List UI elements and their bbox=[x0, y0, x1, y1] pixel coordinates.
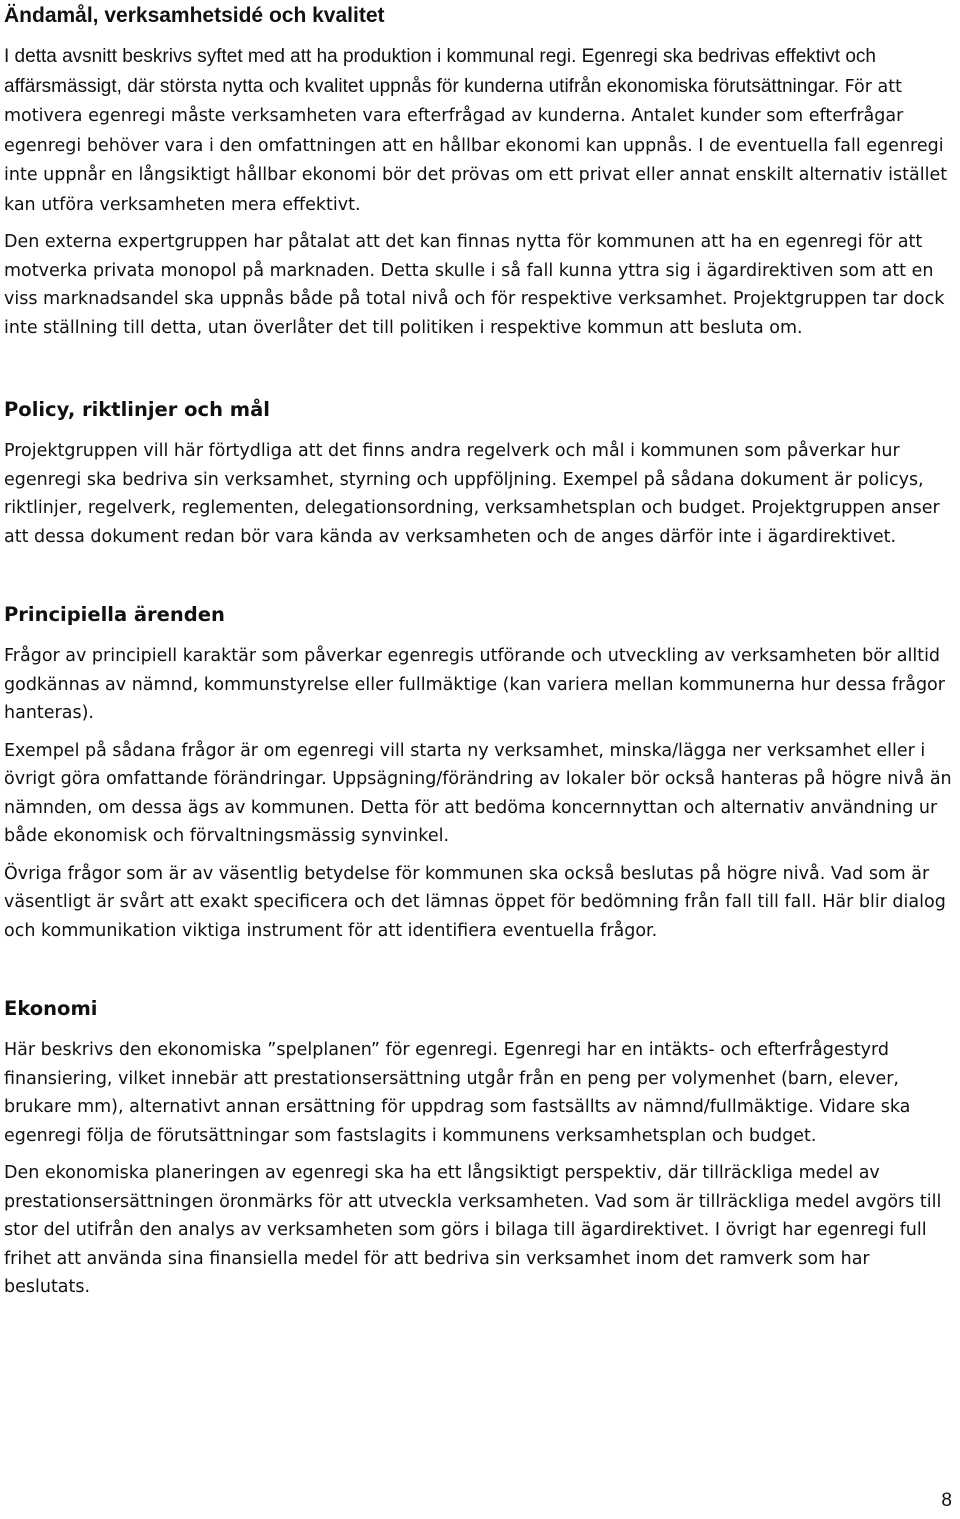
paragraph-andamal-intro bbox=[4, 42, 956, 219]
section-heading-principiella: Principiella ärenden bbox=[4, 603, 225, 626]
section-heading-andamal: Ändamål, verksamhetsidé och kvalitet bbox=[4, 4, 385, 27]
paragraph-policy: Projektgruppen vill här förtydliga att det finns andra regelverk och mål i kommunen som påverkar hur egenregi ska bedriva sin verksamhet, styrning och uppföljning. Exempel på sådana dokument är policys, riktlinjer, regelverk, reglementen, delegationsordning, verksamhetsplan och budget. Projektgruppen anser att dessa dokument redan bör vara kända av verksamheten och de anges därför inte i ägardirektivet. bbox=[4, 441, 940, 547]
section-heading-policy: Policy, riktlinjer och mål bbox=[4, 398, 270, 421]
paragraph-principiella-3: Övriga frågor som är av väsentlig betydelse för kommunen ska också beslutas på högre nivå. Vad som är väsentligt är svårt att exakt specificera och det lämnas öppet för bedömning från fall till fall. Här blir dialog och kommunikation viktiga instrument för att identifiera eventuella frågor. bbox=[4, 863, 946, 941]
paragraph-principiella-1: Frågor av principiell karaktär som påverkar egenregis utförande och utveckling av verksamheten bör alltid godkännas av nämnd, kommunstyrelse eller fullmäktige (kan variera mellan kommunerna hur dessa frågor hanteras). bbox=[4, 646, 945, 723]
paragraph-principiella-2: Exempel på sådana frågor är om egenregi vill starta ny verksamhet, minska/lägga ner verksamhet eller i övrigt göra omfattande förändringar. Uppsägning/förändring av lokaler bör också hanteras på högre nivå än nämnden, om dessa ägs av kommunen. Detta för att bedöma koncernnyttan och alternativ användning ur både ekonomisk och förvaltningsmässig synvinkel. bbox=[4, 740, 952, 846]
paragraph-andamal-intro-part2: För att motivera egenregi måste verksamheten vara efterfrågad av kunderna. Antalet kunder som efterfrågar egenregi behöver vara i den omfattningen att en hållbar ekonomi kan uppnås. I de eventuella fall egenregi inte uppnår en långsiktigt hållbar ekonomi bör det prövas om ett privat eller annat enskilt alternativ istället kan utföra verksamheten mera effektivt. bbox=[4, 76, 948, 215]
paragraph-ekonomi-2: Den ekonomiska planeringen av egenregi ska ha ett långsiktigt perspektiv, där tillräckliga medel av prestationsersättningen öronmärks för att utveckla verksamheten. Vad som är tillräckliga medel avgörs till stor del utifrån den analys av verksamheten som görs i bilaga till ägardirektivet. I övrigt har egenregi full frihet att använda sina finansiella medel för att bedriva sin verksamhet inom det ramverk som har beslutats. bbox=[4, 1163, 942, 1297]
page-number: 8 bbox=[941, 1490, 952, 1511]
paragraph-andamal-intro-part1: I detta avsnitt beskrivs syftet med att ha produktion i kommunal regi. Egenregi ska bedrivas effektivt och affärsmässigt, där största nytta och kvalitet uppnås för kunderna utifrån ekonomiska förutsättningar. bbox=[4, 46, 876, 97]
document-page bbox=[4, 0, 956, 1302]
paragraph-andamal-expert: Den externa expertgruppen har påtalat att det kan finnas nytta för kommunen att ha en egenregi för att motverka privata monopol på marknaden. Detta skulle i så fall kunna yttra sig i ägardirektiven som att en viss marknadsandel ska uppnås både på total nivå och för respektive verksamhet. Projektgruppen tar dock inte ställning till detta, utan överlåter det till politiken i respektive kommun att besluta om. bbox=[4, 232, 945, 338]
section-heading-ekonomi: Ekonomi bbox=[4, 997, 98, 1020]
paragraph-ekonomi-1: Här beskrivs den ekonomiska ”spelplanen” för egenregi. Egenregi har en intäkts- och efterfrågestyrd finansiering, vilket innebär att prestationsersättning utgår från en peng per volymenhet (barn, elever, brukare mm), alternativt annan ersättning för uppdrag som fastsällts av nämnd/fullmäktige. Vidare ska egenregi följa de förutsättningar som fastslagits i kommunens verksamhetsplan och budget. bbox=[4, 1040, 911, 1146]
